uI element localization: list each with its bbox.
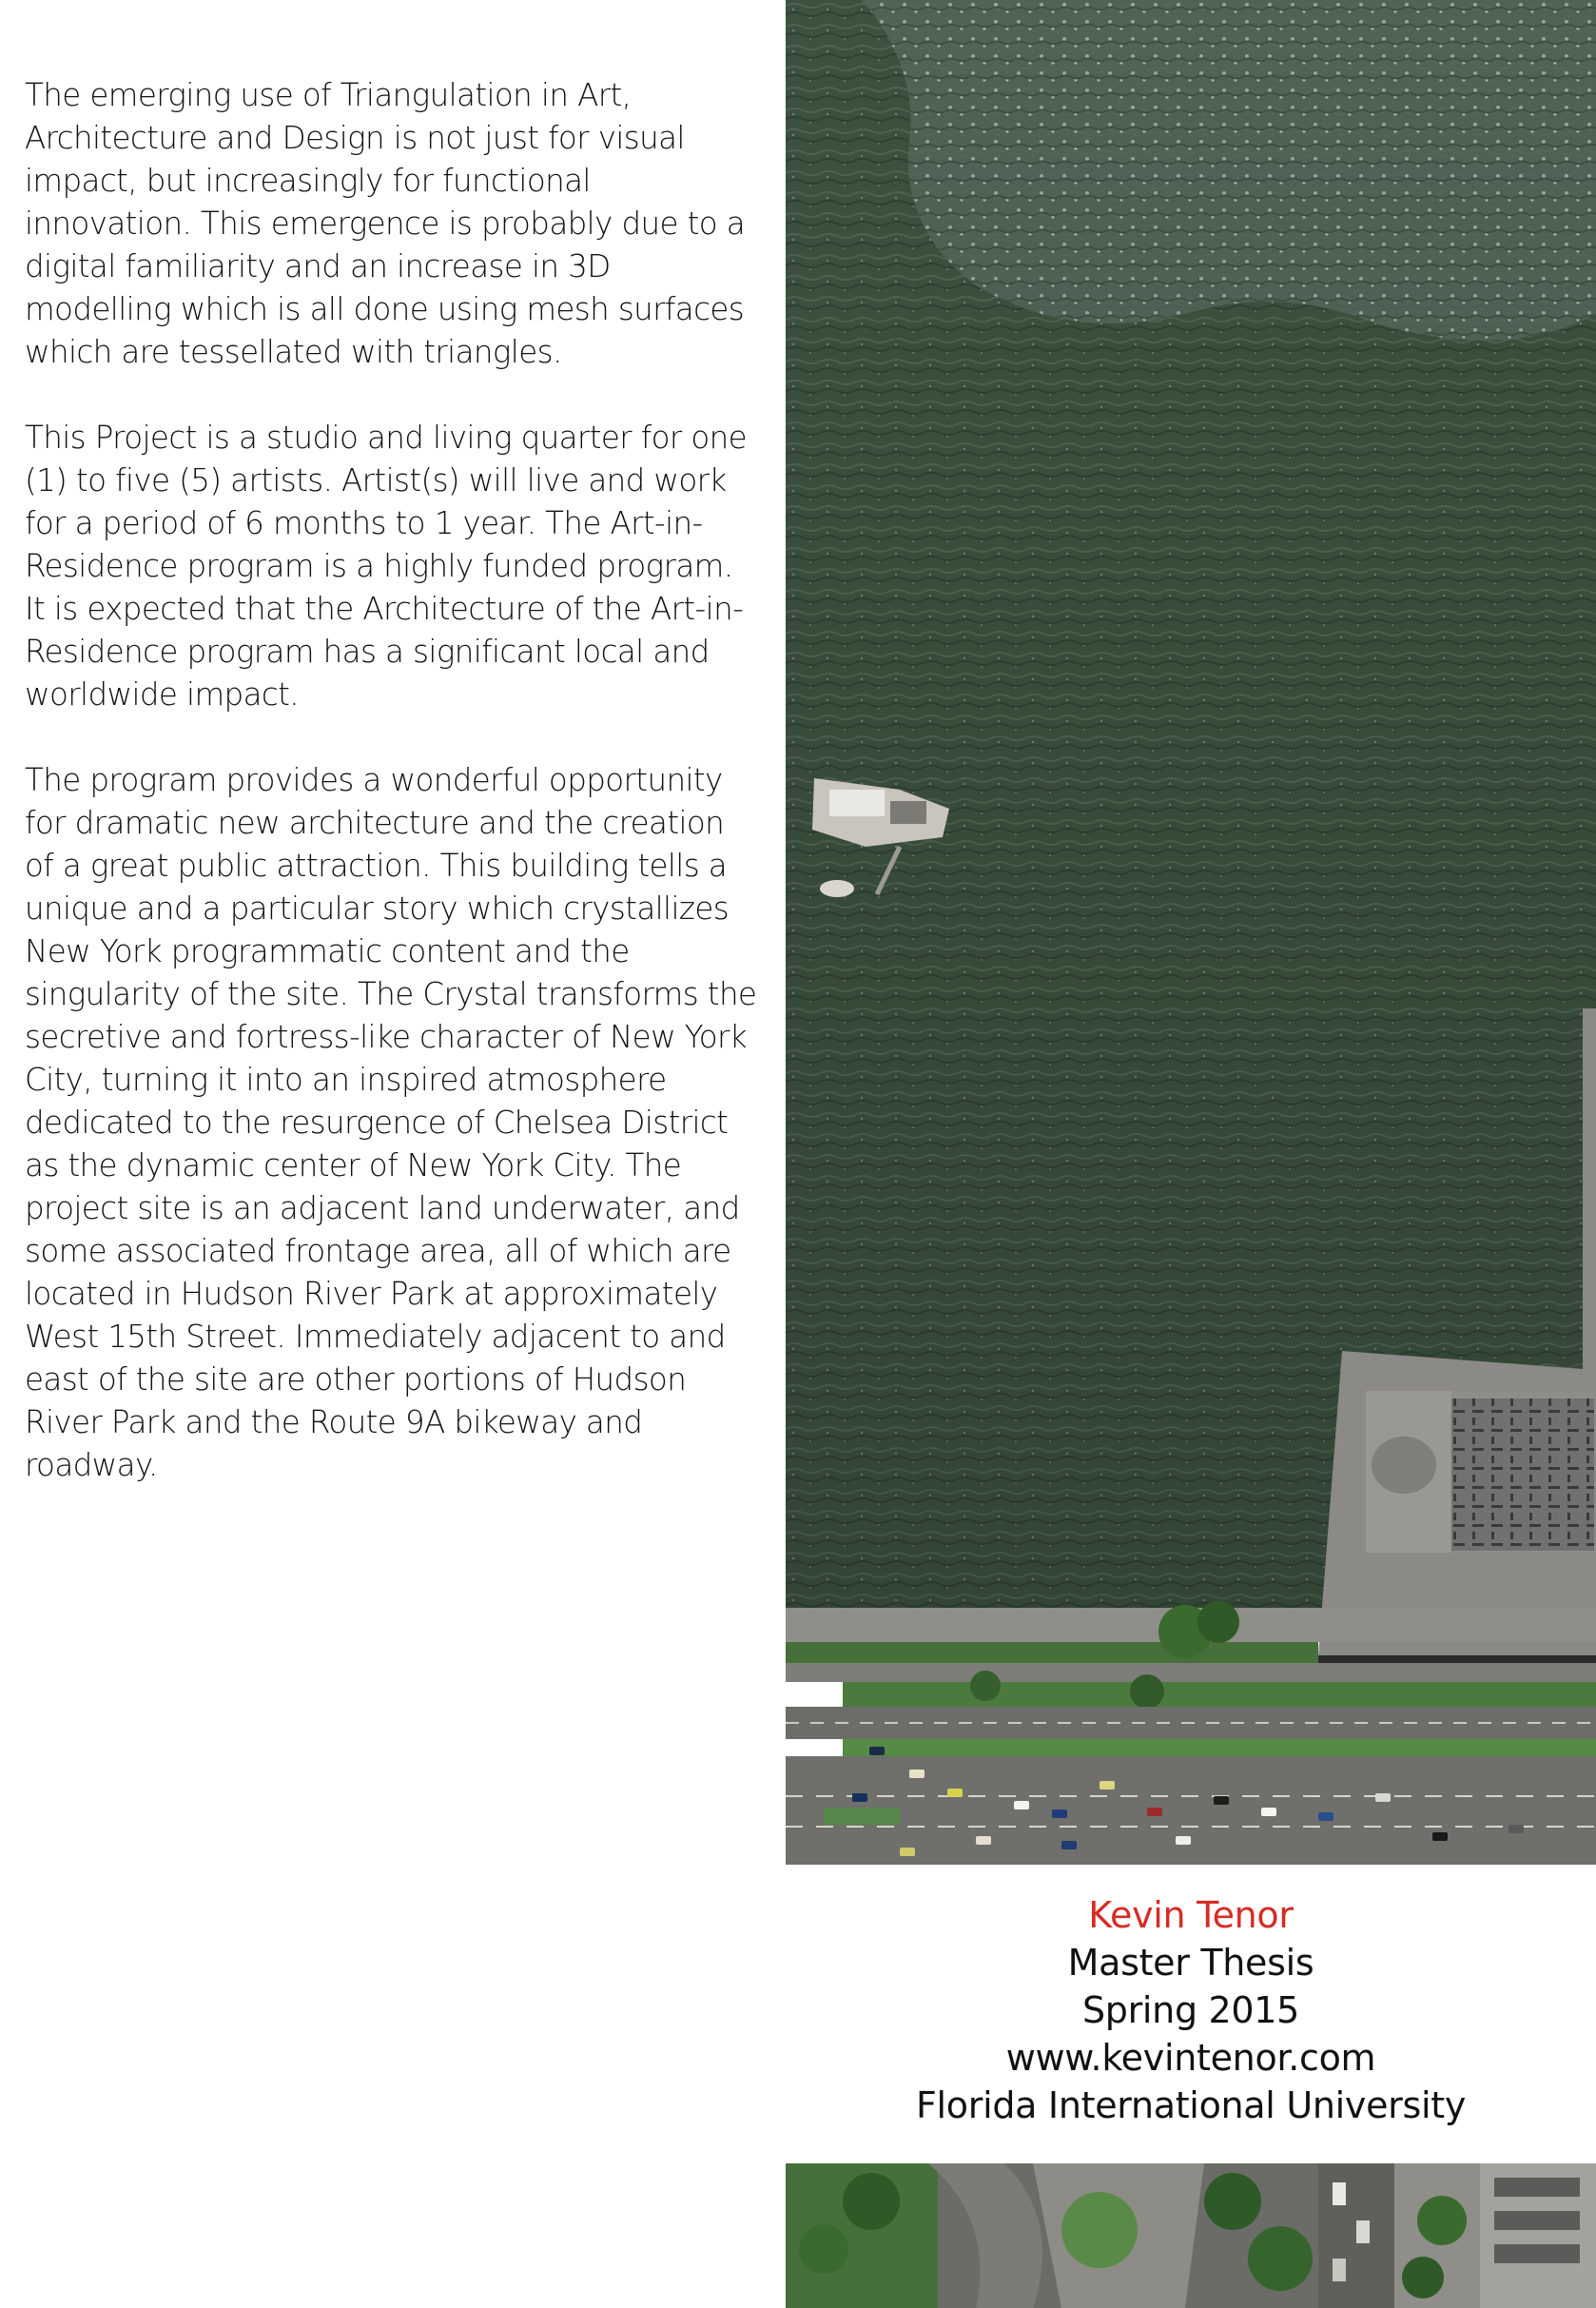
aerial-photo-hudson-river: [786, 0, 1596, 1865]
credits-block: [786, 1891, 1596, 2129]
thesis-term: Spring 2015: [1081, 1989, 1300, 2031]
body-text: [25, 74, 757, 1530]
paragraph-project: This Project is a studio and living quarter for one (1) to five (5) artists. Artist(s) will live and work for a period of 6 months to 1 year. The Art-in-Residence program is a highly funded program. It is expected that the Architecture of the Art-in-Residence program has a significant local and worldwide impact.: [25, 420, 748, 713]
institution-name: Florida International University: [915, 2084, 1467, 2126]
author-website: www.kevintenor.com: [1005, 2037, 1376, 2079]
paragraph-triangulation: The emerging use of Triangulation in Art, Architecture and Design is not just for visual impact, but increasingly for functional innovation. This emergence is probably due to a digital familiarity and an increase in 3D modelling which is all done using mesh surfaces which are tessellated with triangles.: [25, 77, 746, 370]
thesis-title: Master Thesis: [1067, 1942, 1314, 1984]
author-name: Kevin Tenor: [1088, 1894, 1294, 1936]
paragraph-program: The program provides a wonderful opportunity for dramatic new architecture and the creation of a great public attraction. This building tells a unique and a particular story which crystallizes New York programmatic content and the singularity of the site. The Crystal transforms the secretive and fortress-like character of New York City, turning it into an inspired atmosphere dedicated to the resurgence of Chelsea District as the dynamic center of New York City. The project site is an adjacent land underwater, and some associated frontage area, all of which are located in Hudson River Park at approximately West 15th Street. Immediately adjacent to and east of the site are other portions of Hudson River Park and the Route 9A bikeway and roadway.: [25, 762, 757, 1483]
aerial-photo-park: [786, 2163, 1596, 2308]
